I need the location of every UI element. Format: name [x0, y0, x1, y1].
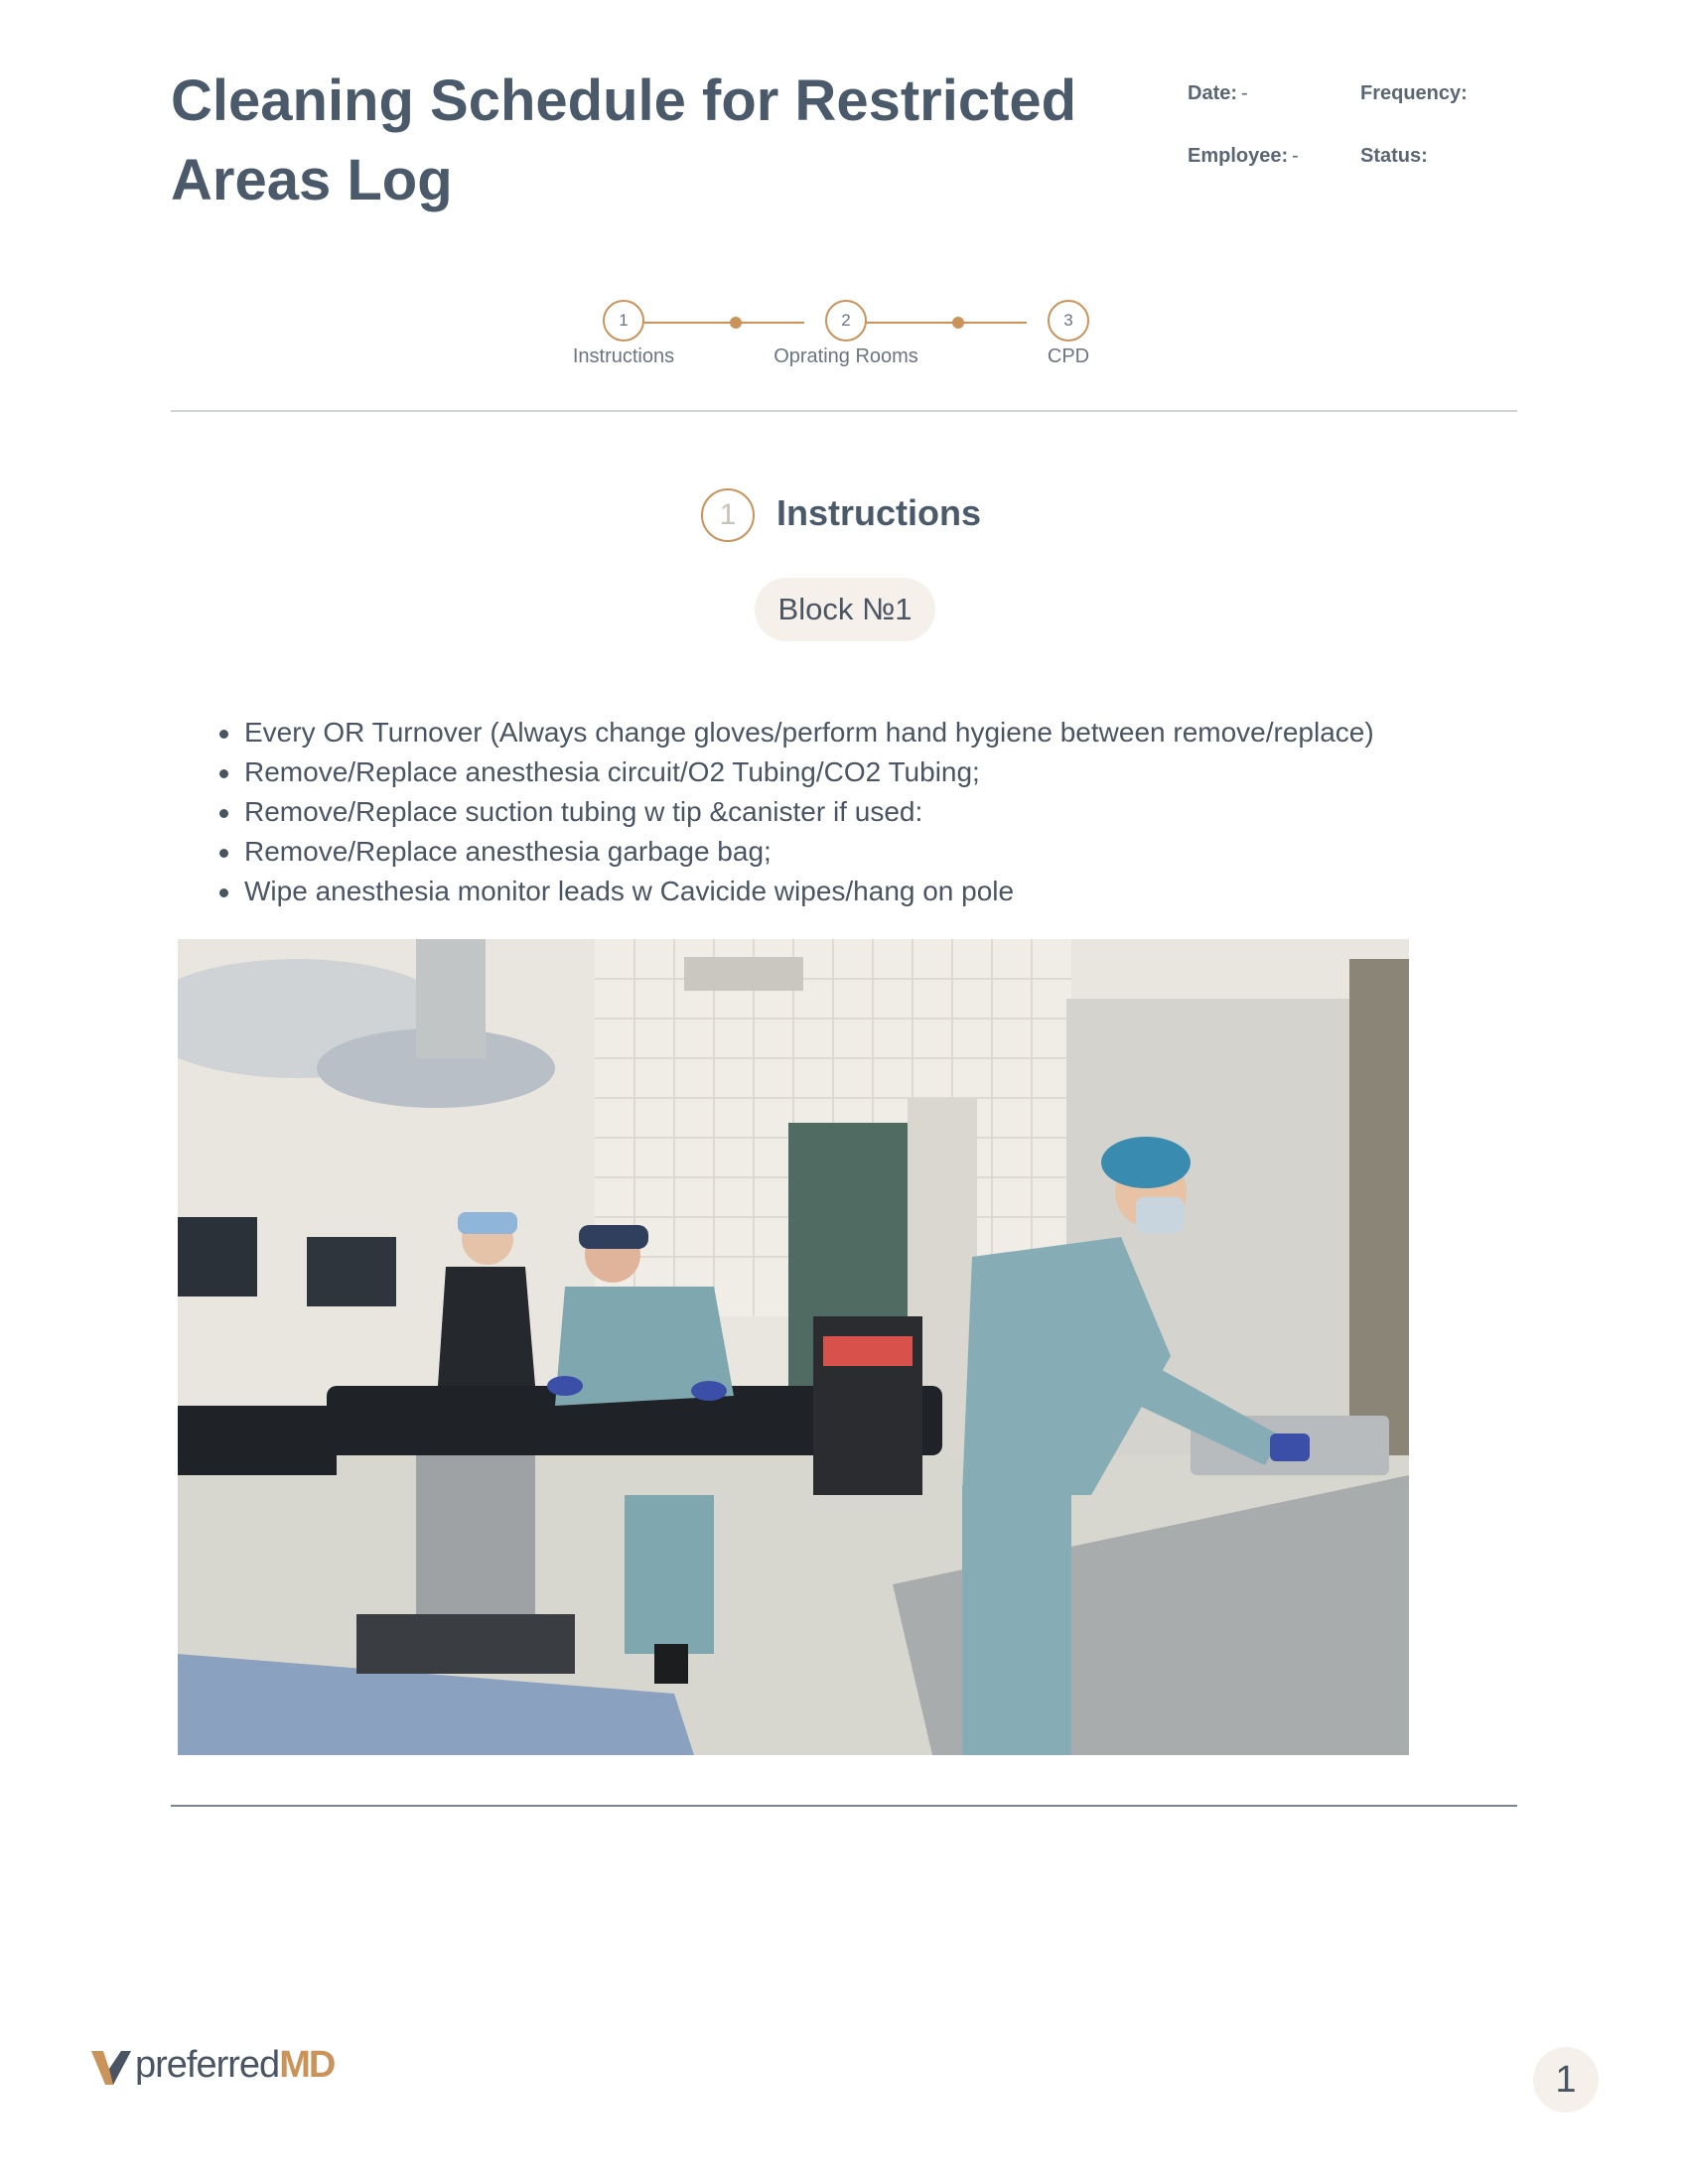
- block-badge: Block №1: [755, 578, 935, 641]
- date-field: [1188, 82, 1248, 105]
- step-3-label[interactable]: CPD: [1047, 345, 1090, 367]
- instruction-list: [244, 713, 1525, 911]
- logo-text-main: preferred: [135, 2044, 280, 2086]
- step-3-circle[interactable]: 3: [1048, 300, 1089, 341]
- date-value: -: [1241, 82, 1248, 104]
- employee-field: [1188, 145, 1299, 168]
- step-dot: [952, 317, 964, 329]
- step-connector: [848, 322, 1027, 324]
- logo-text-accent: MD: [279, 2044, 335, 2086]
- status-field: [1360, 145, 1432, 168]
- progress-stepper: [556, 298, 1092, 377]
- step-1-circle[interactable]: 1: [603, 300, 644, 341]
- checkmark-logo-icon: [91, 2047, 131, 2087]
- step-connector: [626, 322, 804, 324]
- list-item: Every OR Turnover (Always change gloves/perform hand hygiene between remove/replace): [244, 713, 1525, 752]
- step-1-label[interactable]: Instructions: [572, 345, 675, 367]
- frequency-field: [1360, 82, 1472, 105]
- step-dot: [730, 317, 742, 329]
- step-2-circle[interactable]: 2: [825, 300, 867, 341]
- header-divider: [171, 410, 1517, 412]
- list-item: Remove/Replace anesthesia garbage bag;: [244, 832, 1525, 872]
- list-item: Remove/Replace anesthesia circuit/O2 Tubing/CO2 Tubing;: [244, 752, 1525, 792]
- preferredmd-logo: [91, 2043, 409, 2089]
- section-title: Instructions: [776, 492, 982, 533]
- page-number: 1: [1533, 2047, 1599, 2113]
- section-number: 1: [701, 488, 755, 542]
- step-2-label[interactable]: Oprating Rooms: [774, 345, 918, 367]
- employee-label: Employee:: [1188, 145, 1289, 167]
- page-title: Cleaning Schedule for Restricted Areas Log: [171, 68, 1077, 212]
- content-divider: [171, 1805, 1517, 1807]
- operating-room-photo: [178, 939, 1409, 1755]
- status-label: Status:: [1360, 145, 1428, 167]
- frequency-label: Frequency:: [1360, 82, 1468, 104]
- date-label: Date:: [1188, 82, 1238, 104]
- logo-wordmark: [135, 2043, 334, 2087]
- list-item: Remove/Replace suction tubing w tip &canister if used:: [244, 792, 1525, 832]
- employee-value: -: [1292, 145, 1299, 167]
- list-item: Wipe anesthesia monitor leads w Cavicide wipes/hang on pole: [244, 872, 1525, 911]
